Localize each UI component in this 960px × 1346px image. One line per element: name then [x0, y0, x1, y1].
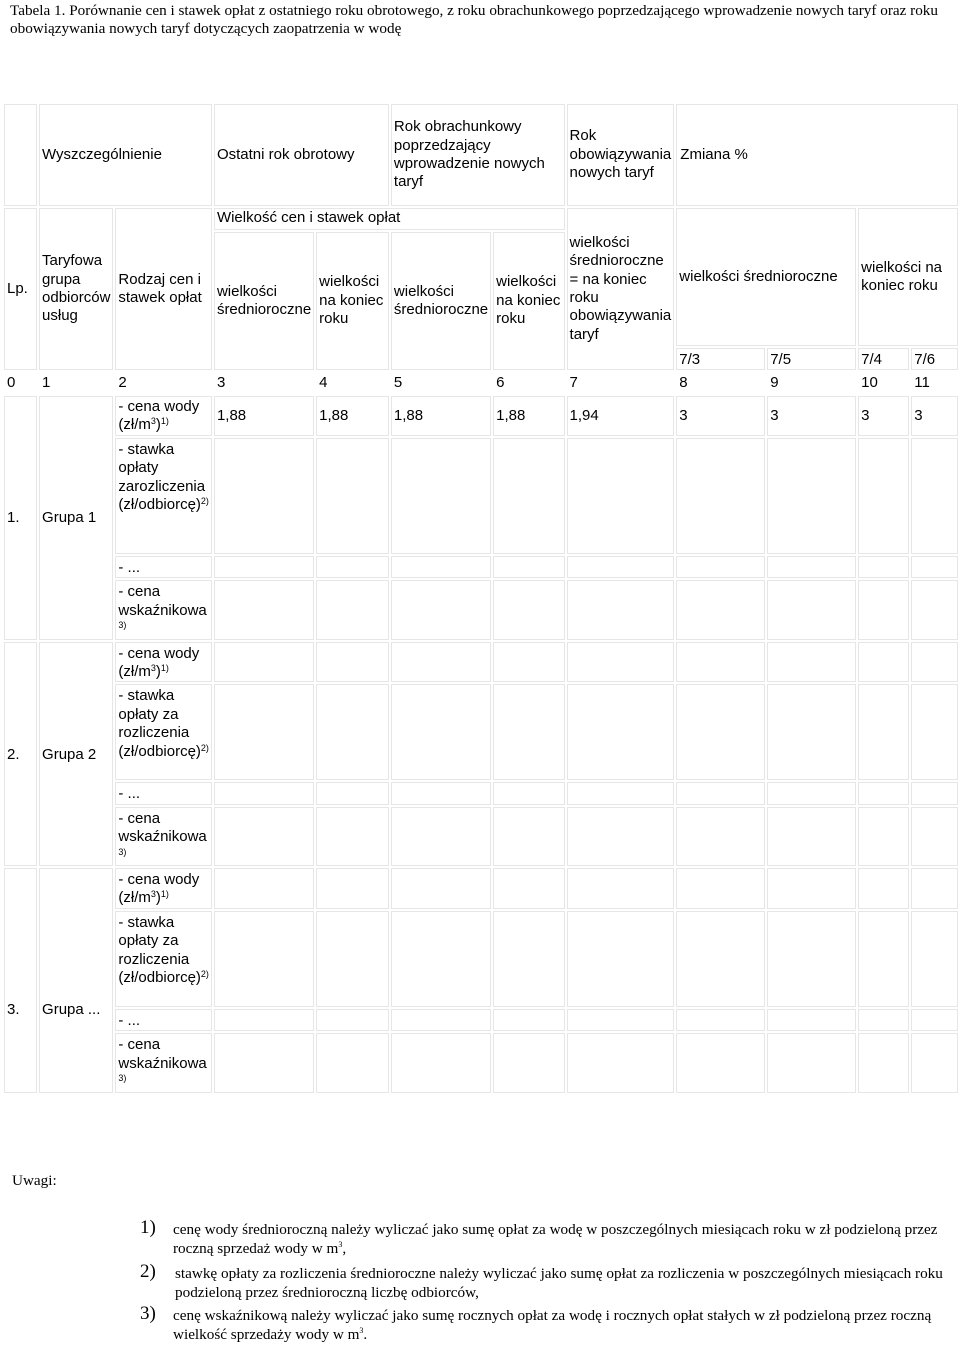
- value-cell: [493, 438, 564, 554]
- value-cell: [911, 642, 958, 683]
- value-cell: 1,88: [316, 396, 389, 436]
- value-cell: [391, 1009, 491, 1031]
- note-number: 1): [140, 1217, 156, 1238]
- value-cell: [676, 438, 765, 554]
- value-cell: [911, 556, 958, 578]
- colnum: 0: [7, 373, 16, 391]
- value-cell: [767, 911, 856, 1007]
- item-ellipsis: - ...: [115, 782, 212, 804]
- value-cell: [767, 807, 856, 866]
- value-cell: [391, 438, 491, 554]
- group-lp: 1.: [4, 396, 37, 640]
- colnum: 4: [319, 373, 328, 391]
- item-cena-wody: - cena wody $(zł/m^3)^{1)}$: [115, 868, 212, 909]
- value-cell: [214, 1033, 314, 1092]
- value-cell: [493, 911, 564, 1007]
- value-cell: [676, 684, 765, 780]
- header-col4: wielkości na koniec roku: [316, 232, 389, 370]
- value-cell: [767, 1033, 856, 1092]
- value-cell: [676, 807, 765, 866]
- value-cell: [767, 1009, 856, 1031]
- header-col7: wielkości średnioroczne = na koniec roku obowiązywania taryf: [567, 208, 675, 370]
- value-cell: [858, 438, 909, 554]
- value-cell: [567, 556, 675, 578]
- value-cell: [493, 684, 564, 780]
- header-sub-7-4: 7/4: [858, 348, 909, 370]
- header-rodzaj: Rodzaj cen i stawek opłat: [115, 208, 212, 370]
- value-cell: [567, 580, 675, 639]
- value-cell: [767, 868, 856, 909]
- value-cell: [214, 580, 314, 639]
- colnum: 2: [118, 373, 127, 391]
- item-ellipsis: - ...: [115, 1009, 212, 1031]
- header-wielkosc: Wielkość cen i stawek opłat: [214, 208, 565, 230]
- value-cell: [676, 782, 765, 804]
- note-text: cenę wskaźnikową należy wyliczać jako sumę rocznych opłat za wodę i rocznych opłat stałych w zł podzieloną przez roczną wielkość sprzedaży wody w $m^3$.: [173, 1307, 932, 1343]
- value-cell: [676, 1033, 765, 1092]
- header-col3: wielkości średnioroczne: [214, 232, 314, 370]
- value-cell: [911, 782, 958, 804]
- note-number: 3): [140, 1303, 156, 1324]
- value-cell: [858, 1033, 909, 1092]
- value-cell: [214, 807, 314, 866]
- value-cell: [767, 580, 856, 639]
- value-cell: [493, 556, 564, 578]
- value-cell: [391, 1033, 491, 1092]
- value-cell: [567, 1009, 675, 1031]
- value-cell: [858, 782, 909, 804]
- value-cell: 1,88: [493, 396, 564, 436]
- value-cell: [316, 911, 389, 1007]
- value-cell: [316, 556, 389, 578]
- value-cell: [567, 438, 675, 554]
- value-cell: [858, 911, 909, 1007]
- header-spacer: [4, 104, 37, 206]
- value-cell: [911, 911, 958, 1007]
- value-cell: [567, 807, 675, 866]
- value-cell: [214, 911, 314, 1007]
- value-cell: [676, 642, 765, 683]
- value-cell: [391, 684, 491, 780]
- header-wyszczegolnienie: Wyszczególnienie: [39, 104, 212, 206]
- value-cell: [567, 642, 675, 683]
- value-cell: [493, 642, 564, 683]
- value-cell: [858, 868, 909, 909]
- value-cell: [911, 438, 958, 554]
- item-cena-wskaznikowa: - cena wskaźnikowa $^{3)}$: [115, 1033, 212, 1092]
- note-number: 2): [140, 1261, 156, 1282]
- value-cell: [767, 438, 856, 554]
- colnum: 3: [216, 373, 226, 391]
- value-cell: [858, 684, 909, 780]
- value-cell: 1,88: [391, 396, 491, 436]
- header-zmiana-kon: wielkości na koniec roku: [858, 208, 958, 346]
- item-cena-wskaznikowa: - cena wskaźnikowa $^{3)}$: [115, 807, 212, 866]
- value-cell: [493, 580, 564, 639]
- value-cell: [858, 556, 909, 578]
- value-cell: [214, 642, 314, 683]
- header-zmiana-sr: wielkości średnioroczne: [676, 208, 856, 346]
- colnum: 8: [679, 373, 688, 391]
- value-cell: [316, 580, 389, 639]
- group-name: Grupa 1: [39, 396, 113, 640]
- header-col6: wielkości na koniec roku: [493, 232, 564, 370]
- value-cell: [858, 642, 909, 683]
- value-cell: [316, 642, 389, 683]
- value-cell: [911, 580, 958, 639]
- group-name: Grupa ...: [39, 868, 113, 1092]
- item-cena-wskaznikowa: - cena wskaźnikowa $^{3)}$: [115, 580, 212, 639]
- value-cell: [911, 684, 958, 780]
- value-cell: 3: [858, 396, 909, 436]
- value-cell: [391, 556, 491, 578]
- colnum: 9: [770, 373, 779, 391]
- item-cena-wody: - cena wody $(zł/m^3)^{1)}$: [115, 396, 212, 436]
- value-cell: [911, 807, 958, 866]
- value-cell: [214, 868, 314, 909]
- value-cell: [493, 868, 564, 909]
- value-cell: [316, 1009, 389, 1031]
- colnum: 11: [914, 373, 930, 391]
- note-text: stawkę opłaty za rozliczenia średnioroczne należy wyliczać jako sumę opłat za rozliczenia w poszczególnych miesiącach roku podzieloną przez średnioroczną liczbę odbiorców,: [175, 1265, 943, 1301]
- value-cell: [391, 868, 491, 909]
- value-cell: [391, 807, 491, 866]
- value-cell: [493, 807, 564, 866]
- value-cell: [676, 556, 765, 578]
- header-ostatni-rok: Ostatni rok obrotowy: [214, 104, 389, 206]
- note-text: cenę wody średnioroczną należy wyliczać jako sumę opłat za wodę w poszczególnych miesiącach roku w zł podzieloną przez roczną sprzedaż wody w $m^3$,: [173, 1221, 938, 1257]
- header-zmiana: Zmiana %: [676, 104, 958, 206]
- value-cell: 1,94: [567, 396, 675, 436]
- value-cell: 1,88: [214, 396, 314, 436]
- value-cell: [567, 782, 675, 804]
- value-cell: 3: [676, 396, 765, 436]
- item-ellipsis: - ...: [115, 556, 212, 578]
- value-cell: [214, 1009, 314, 1031]
- value-cell: [391, 911, 491, 1007]
- value-cell: [391, 580, 491, 639]
- colnum: 5: [393, 373, 403, 391]
- value-cell: [911, 1033, 958, 1092]
- item-stawka: - stawka opłaty za rozliczenia (zł/odbiorcę)$^{2)}$: [115, 911, 212, 1007]
- value-cell: [316, 807, 389, 866]
- header-rok-obowiazywania: Rok obowiązywania nowych taryf: [567, 104, 675, 206]
- value-cell: [858, 1009, 909, 1031]
- value-cell: [316, 782, 389, 804]
- value-cell: [567, 684, 675, 780]
- value-cell: [391, 782, 491, 804]
- value-cell: [676, 580, 765, 639]
- value-cell: [214, 438, 314, 554]
- value-cell: [493, 1033, 564, 1092]
- value-cell: [767, 684, 856, 780]
- value-cell: [214, 782, 314, 804]
- value-cell: [858, 807, 909, 866]
- value-cell: [767, 782, 856, 804]
- value-cell: [858, 580, 909, 639]
- value-cell: [316, 868, 389, 909]
- group-lp: 3.: [4, 868, 37, 1092]
- value-cell: 3: [911, 396, 958, 436]
- value-cell: [767, 556, 856, 578]
- value-cell: [567, 1033, 675, 1092]
- group-name: Grupa 2: [39, 642, 113, 866]
- value-cell: [391, 642, 491, 683]
- price-comparison-table: [2, 102, 960, 1095]
- value-cell: [493, 782, 564, 804]
- value-cell: [493, 1009, 564, 1031]
- value-cell: [316, 438, 389, 554]
- value-cell: [676, 868, 765, 909]
- value-cell: [567, 868, 675, 909]
- item-cena-wody: - cena wody $(zł/m^3)^{1)}$: [115, 642, 212, 683]
- header-rok-obrachunkowy: Rok obrachunkowy poprzedzający wprowadzenie nowych taryf: [391, 104, 565, 206]
- header-sub-7-5: 7/5: [767, 348, 856, 370]
- item-stawka: - stawka opłaty za rozliczenia (zł/odbiorcę)$^{2)}$: [115, 684, 212, 780]
- value-cell: [911, 868, 958, 909]
- notes-heading: Uwagi:: [12, 1172, 57, 1189]
- colnum: 6: [496, 373, 505, 391]
- colnum: 7: [569, 373, 578, 391]
- value-cell: [911, 1009, 958, 1031]
- header-col5: wielkości średnioroczne: [391, 232, 491, 370]
- value-cell: [567, 911, 675, 1007]
- value-cell: [214, 684, 314, 780]
- header-sub-7-3: 7/3: [676, 348, 765, 370]
- value-cell: [767, 642, 856, 683]
- table-title: Tabela 1. Porównanie cen i stawek opłat z ostatniego roku obrotowego, z roku obrachunkowego poprzedzającego wprowadzenie nowych taryf oraz roku obowiązywania nowych taryf dotyczących zaopatrzenia w wodę: [10, 2, 938, 37]
- header-taryfowa-grupa: Taryfowa grupa odbiorców usług: [39, 208, 113, 370]
- value-cell: [676, 1009, 765, 1031]
- value-cell: [214, 556, 314, 578]
- value-cell: 3: [767, 396, 856, 436]
- value-cell: [316, 684, 389, 780]
- group-lp: 2.: [4, 642, 37, 866]
- header-sub-7-6: 7/6: [911, 348, 958, 370]
- item-stawka: - stawka opłaty zarozliczenia (zł/odbiorcę)$^{2)}$: [115, 438, 212, 554]
- colnum: 10: [861, 373, 878, 391]
- header-lp: Lp.: [4, 208, 37, 370]
- value-cell: [316, 1033, 389, 1092]
- value-cell: [676, 911, 765, 1007]
- colnum: 1: [42, 373, 51, 391]
